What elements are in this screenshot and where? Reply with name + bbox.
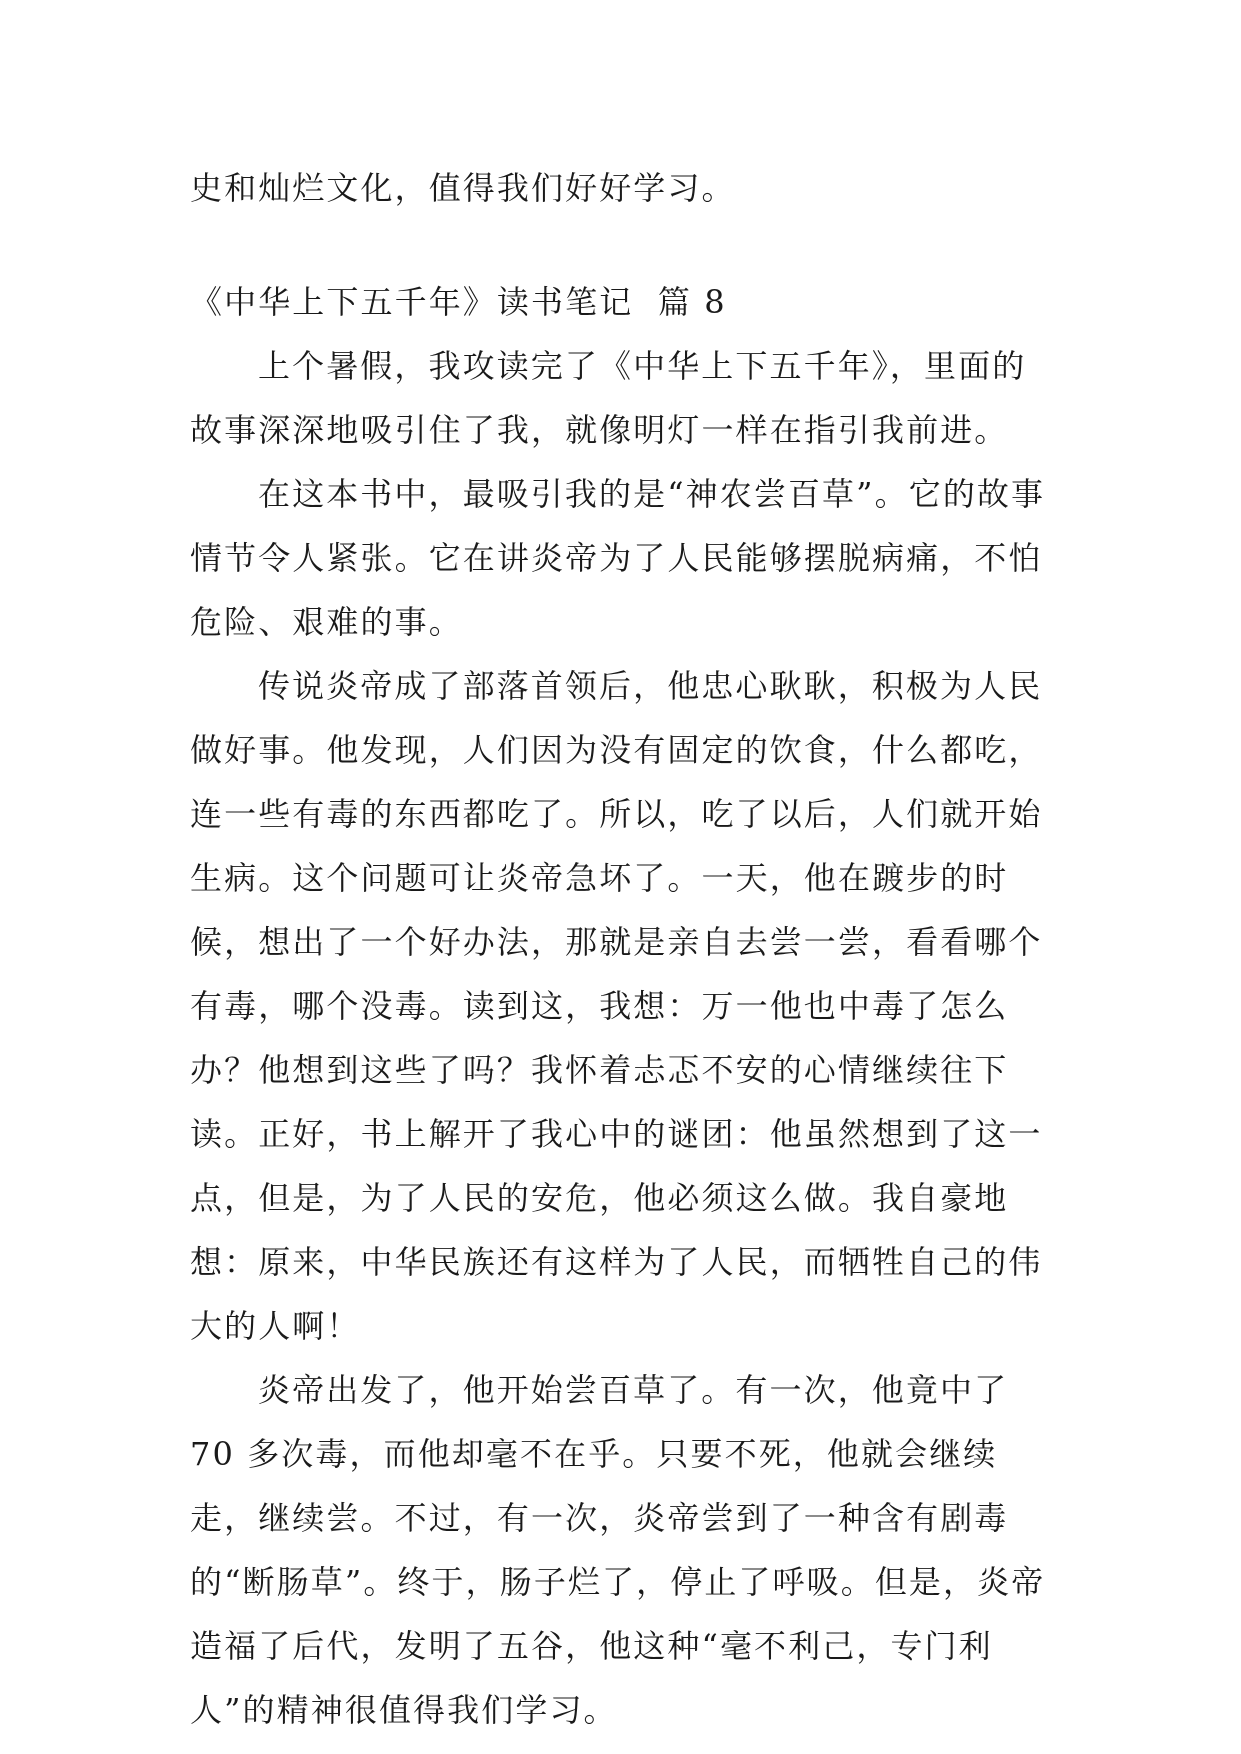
article-body [190,334,1060,1742]
paragraph-3: 传说炎帝成了部落首领后，他忠心耿耿，积极为人民做好事。他发现，人们因为没有固定的饮食，什么都吃，连一些有毒的东西都吃了。所以，吃了以后，人们就开始生病。这个问题可让炎帝急坏了。一天，他在踱步的时候，想出了一个好办法，那就是亲自去尝一尝，看看哪个有毒，哪个没毒。读到这，我想：万一他也中毒了怎么办？他想到这些了吗？我怀着忐忑不安的心情继续往下读。正好，书上解开了我心中的谜团：他虽然想到了这一点，但是，为了人民的安危，他必须这么做。我自豪地想：原来，中华民族还有这样为了人民，而牺牲自己的伟大的人啊！ [190,667,1043,1345]
paragraph-1: 上个暑假，我攻读完了《中华上下五千年》，里面的故事深深地吸引住了我，就像明灯一样在指引我前进。 [190,347,1027,449]
paragraph-4: 炎帝出发了，他开始尝百草了。有一次，他竟中了 70 多次毒，而他却毫不在乎。只要不死，他就会继续走，继续尝。不过，有一次，炎帝尝到了一种含有剧毒的“断肠草”。终于，肠子烂了，停止了呼吸。但是，炎帝造福了后代，发明了五谷，他这种“毫不利己，专门利人”的精神很值得我们学习。 [190,1371,1046,1729]
continued-paragraph [190,156,1060,220]
title-text: 《中华上下五千年》读书笔记 篇 8 [190,283,727,321]
article-title [190,270,1060,334]
paragraph-2: 在这本书中，最吸引我的是“神农尝百草”。它的故事情节令人紧张。它在讲炎帝为了人民能够摆脱病痛，不怕危险、艰难的事。 [190,475,1046,641]
paragraph-text: 史和灿烂文化，值得我们好好学习。 [190,169,736,207]
